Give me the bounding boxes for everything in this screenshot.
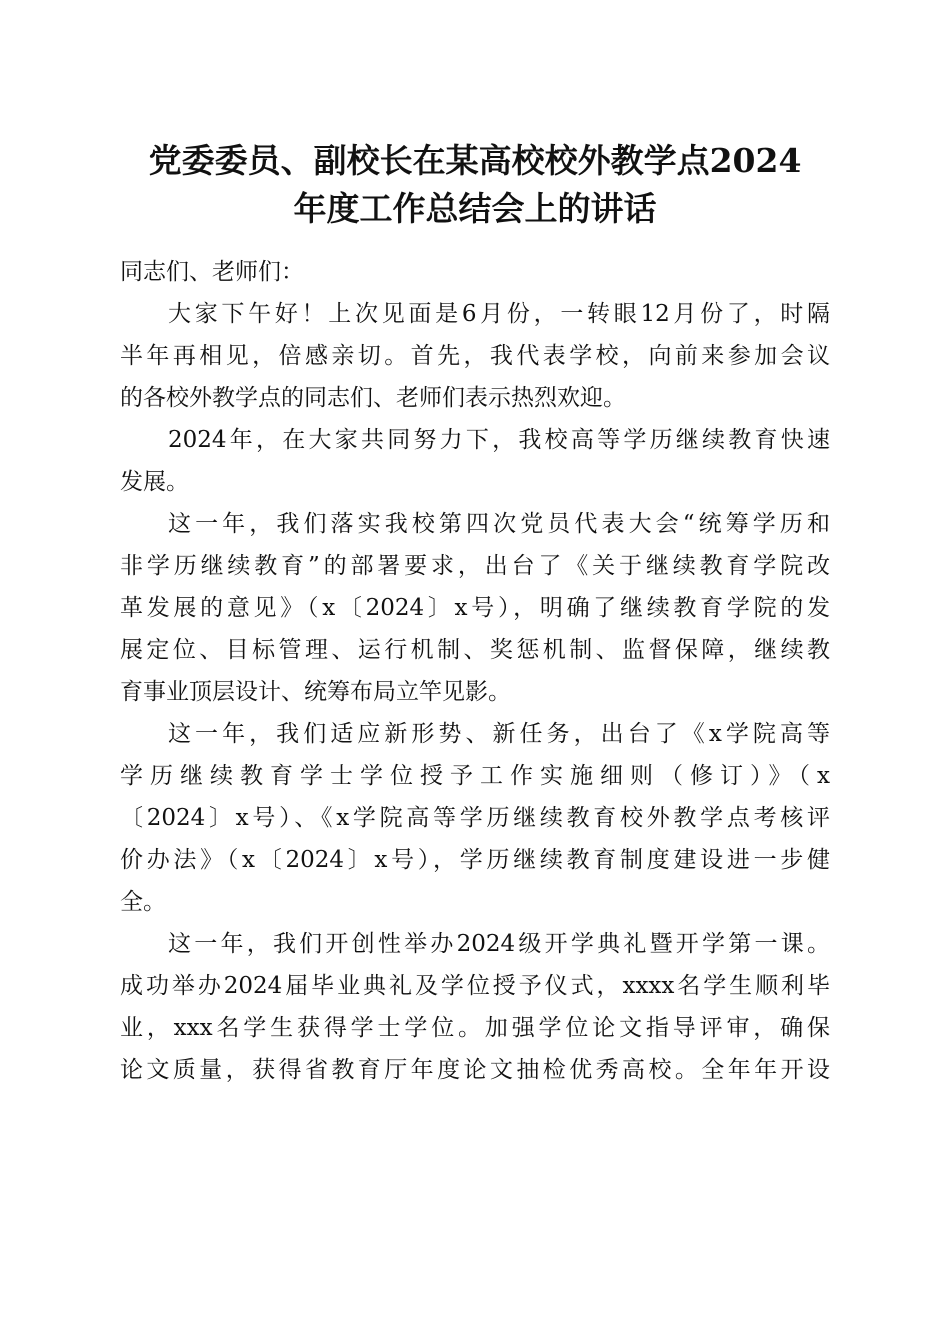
paragraph-4-line-4: 价办法》（x〔2024〕x号），学历继续教育制度建设进一步健 — [120, 847, 830, 873]
paragraph-4-line-2: 学历继续教育学士学位授予工作实施细则（修订）》（x — [120, 763, 830, 789]
paragraph-3-line-5: 育事业顶层设计、统筹布局立竿见影。 — [120, 679, 511, 705]
paragraph-5-line-3: 业，xxx名学生获得学士学位。加强学位论文指导评审，确保 — [120, 1015, 830, 1041]
paragraph-5-line-1: 这一年，我们开创性举办2024级开学典礼暨开学第一课。 — [168, 931, 830, 957]
paragraph-4-line-1: 这一年，我们适应新形势、新任务，出台了《x学院高等 — [168, 721, 830, 747]
document-body — [120, 251, 830, 1091]
document-title-line-2: 年度工作总结会上的讲话 — [293, 189, 657, 228]
paragraph-3-line-3: 革发展的意见》（x〔2024〕x号），明确了继续教育学院的发 — [120, 595, 830, 621]
paragraph-1-line-2: 半年再相见，倍感亲切。首先，我代表学校，向前来参加会议 — [120, 343, 830, 369]
paragraph-3-line-4: 展定位、目标管理、运行机制、奖惩机制、监督保障，继续教 — [120, 637, 830, 663]
salutation: 同志们、老师们： — [120, 259, 304, 285]
document-title-line-1: 党委委员、副校长在某高校校外教学点2024 — [148, 141, 802, 180]
paragraph-4-line-5: 全。 — [120, 889, 166, 915]
paragraph-4-line-3: 〔2024〕x号）、《x学院高等学历继续教育校外教学点考核评 — [120, 805, 830, 831]
paragraph-2-line-1: 2024年，在大家共同努力下，我校高等学历继续教育快速 — [168, 427, 830, 453]
paragraph-3-line-1: 这一年，我们落实我校第四次党员代表大会“统筹学历和 — [168, 511, 830, 537]
paragraph-1-line-1: 大家下午好！上次见面是6月份，一转眼12月份了，时隔 — [168, 301, 830, 327]
paragraph-3-line-2: 非学历继续教育”的部署要求，出台了《关于继续教育学院改 — [120, 553, 830, 579]
paragraph-5-line-2: 成功举办2024届毕业典礼及学位授予仪式，xxxx名学生顺利毕 — [120, 973, 830, 999]
paragraph-5-line-4: 论文质量，获得省教育厅年度论文抽检优秀高校。全年年开设 — [120, 1057, 830, 1083]
paragraph-1-line-3: 的各校外教学点的同志们、老师们表示热烈欢迎。 — [120, 385, 626, 411]
paragraph-2-line-2: 发展。 — [120, 469, 189, 495]
